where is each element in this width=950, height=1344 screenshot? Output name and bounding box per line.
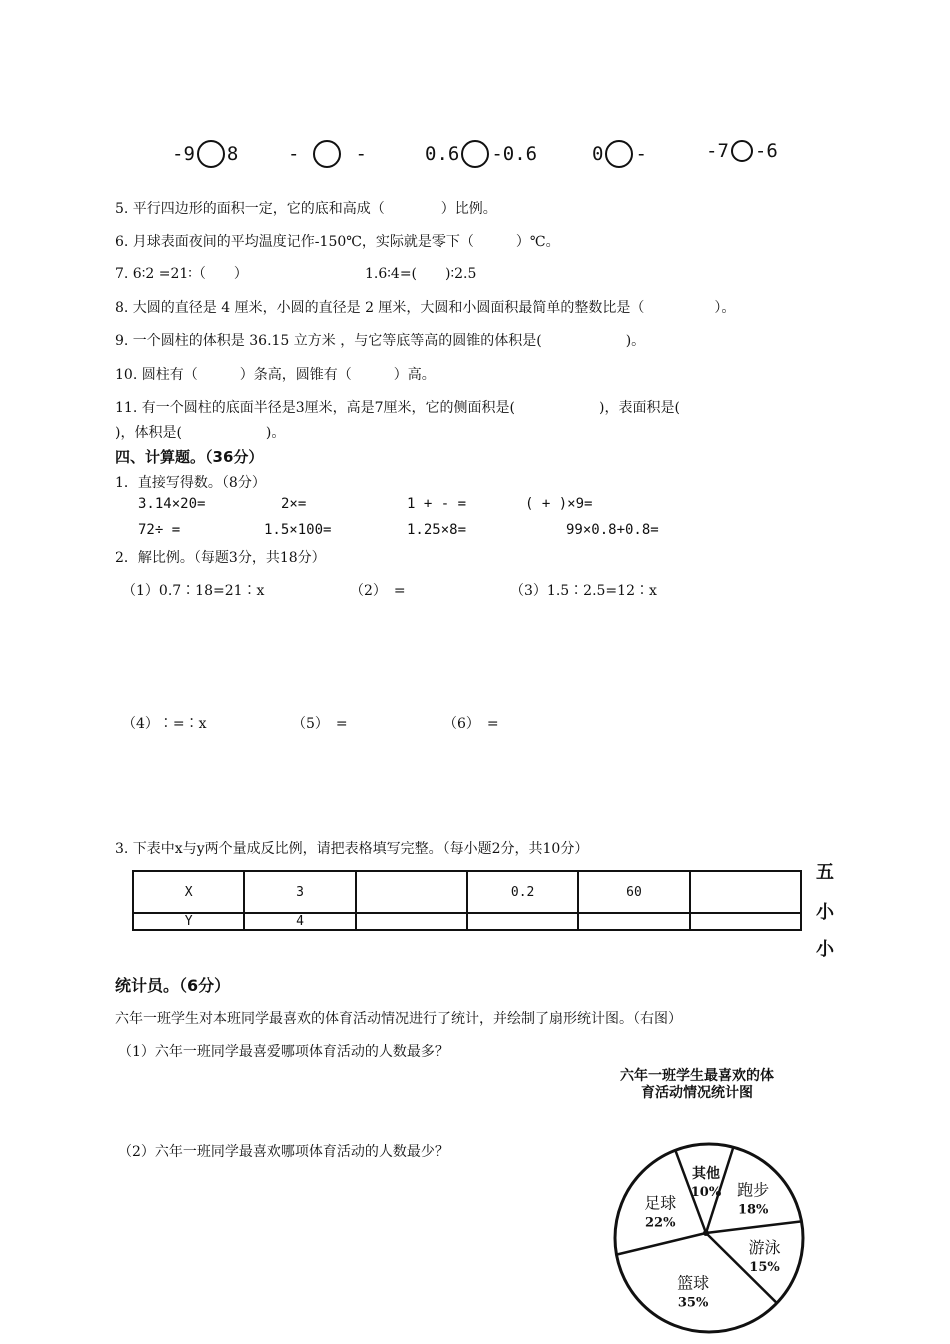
compare-item-2: [288, 140, 367, 168]
pie-category-label: 游泳: [748, 1237, 781, 1257]
side-char: 五: [816, 862, 834, 883]
question-7a: 7. 6∶2 =21∶（ ）: [115, 266, 248, 282]
compare-left: -7: [706, 140, 729, 162]
question-6: 6. 月球表面夜间的平均温度记作-150℃，实际就是零下（ ）℃。: [115, 234, 560, 250]
direct-calc-item: 1.5×100=: [264, 522, 332, 538]
direct-calc-item: 99×0.8+0.8=: [566, 522, 659, 538]
pie-center: [703, 1230, 709, 1236]
stats-intro: 六年一班学生对本班同学最喜欢的体育活动情况进行了统计，并绘制了扇形统计图。（右图）: [115, 1011, 682, 1027]
pie-percent-label: 15%: [749, 1259, 780, 1275]
question-10: 10. 圆柱有（ ）条高，圆锥有（ ）高。: [115, 367, 436, 383]
inverse-proportion-table: [132, 870, 802, 931]
section-heading-calc: 四、计算题。（36分）: [115, 448, 264, 466]
table-cell: 60: [578, 871, 689, 913]
table-row-x: [133, 871, 801, 913]
question-11-line1: 11. 有一个圆柱的底面半径是3厘米，高是7厘米，它的侧面积是( )，表面积是(: [115, 400, 680, 416]
table-cell[interactable]: [690, 913, 801, 930]
proportion-problem-4: （4）∶=∶x: [122, 716, 207, 732]
side-char: 小: [816, 939, 834, 960]
subheading-table: 3. 下表中x与y两个量成反比例，请把表格填写完整。（每小题2分，共10分）: [115, 841, 589, 857]
compare-right: -6: [754, 140, 778, 162]
section-heading-stats: 统计员。（6分）: [115, 976, 231, 995]
pie-percent-label: 10%: [690, 1185, 722, 1201]
chart-title-line2: 育活动情况统计图: [641, 1085, 753, 1101]
pie-slice-label-4: [644, 1194, 676, 1231]
compare-right: -: [635, 143, 647, 165]
compare-left: -: [288, 143, 300, 165]
table-cell: X: [133, 871, 244, 913]
question-9: 9. 一个圆柱的体积是 36.15 立方米 ，与它等底等高的圆锥的体积是( )。: [115, 333, 646, 349]
question-5: 5. 平行四边形的面积一定，它的底和高成（ ）比例。: [115, 201, 497, 217]
compare-item-3: [425, 140, 537, 168]
compare-item-5: [706, 140, 778, 162]
compare-circle[interactable]: [197, 140, 225, 168]
compare-circle[interactable]: [461, 140, 489, 168]
direct-calc-item: ( + )×9=: [525, 496, 593, 512]
stats-question-1: （1）六年一班同学最喜爱哪项体育活动的人数最多？: [118, 1044, 449, 1060]
table-cell[interactable]: [356, 913, 467, 930]
direct-calc-item: 1.25×8=: [407, 522, 467, 538]
compare-item-1: [172, 140, 238, 168]
table-cell: 0.2: [467, 871, 578, 913]
chart-title: [602, 1068, 792, 1102]
question-7b: 1.6∶4=( )∶2.5: [365, 266, 477, 282]
pie-percent-label: 22%: [644, 1215, 676, 1231]
proportion-problem-3: （3）1.5∶2.5=12∶x: [510, 583, 657, 599]
table-row-y: [133, 913, 801, 930]
pie-chart: [600, 1135, 820, 1344]
pie-percent-label: 18%: [737, 1202, 769, 1218]
pie-slice-label-3: [677, 1274, 709, 1311]
compare-right: 8: [226, 143, 239, 165]
subheading-direct: 1．直接写得数。（8分）: [115, 475, 266, 491]
table-cell: 4: [244, 913, 355, 930]
proportion-problem-5: （5） =: [292, 716, 348, 732]
direct-calc-item: 3.14×20=: [138, 496, 206, 512]
table-cell[interactable]: [690, 871, 801, 913]
compare-left: 0.6: [425, 143, 460, 165]
direct-calc-item: 72÷ =: [138, 522, 181, 538]
stats-question-2: （2）六年一班同学最喜欢哪项体育活动的人数最少？: [118, 1144, 449, 1160]
compare-right: -0.6: [491, 143, 538, 165]
compare-item-4: [592, 140, 647, 168]
table-cell[interactable]: [467, 913, 578, 930]
pie-category-label: 跑步: [737, 1180, 770, 1200]
compare-left: -9: [172, 143, 195, 165]
pie-category-label: 其他: [691, 1166, 720, 1183]
compare-left: 0: [592, 143, 604, 165]
proportion-problem-1: （1）0.7∶18=21∶x: [122, 583, 265, 599]
compare-circle[interactable]: [313, 140, 341, 168]
chart-title-line1: 六年一班学生最喜欢的体: [620, 1068, 774, 1084]
side-char: 小: [816, 902, 834, 923]
pie-percent-label: 35%: [677, 1295, 709, 1311]
pie-slice-label-2: [749, 1238, 781, 1275]
direct-calc-item: 1 + - =: [407, 496, 467, 512]
question-11-line2: )，体积是( )。: [115, 425, 286, 441]
pie-slice-label-1: [737, 1180, 769, 1217]
table-cell[interactable]: [356, 871, 467, 913]
table-cell: 3: [244, 871, 355, 913]
subheading-proportion: 2．解比例。（每题3分，共18分）: [115, 550, 326, 566]
table-cell: Y: [133, 913, 244, 930]
proportion-problem-2: （2） =: [350, 583, 406, 599]
table-cell[interactable]: [578, 913, 689, 930]
direct-calc-item: 2×=: [281, 496, 307, 512]
proportion-problem-6: （6） =: [443, 716, 499, 732]
question-8: 8. 大圆的直径是 4 厘米，小圆的直径是 2 厘米，大圆和小圆面积最简单的整数比是（ ）。: [115, 300, 736, 316]
pie-category-label: 篮球: [677, 1273, 710, 1293]
compare-right: -: [355, 143, 367, 165]
pie-category-label: 足球: [644, 1193, 677, 1213]
compare-circle[interactable]: [731, 140, 753, 162]
compare-circle[interactable]: [605, 140, 633, 168]
